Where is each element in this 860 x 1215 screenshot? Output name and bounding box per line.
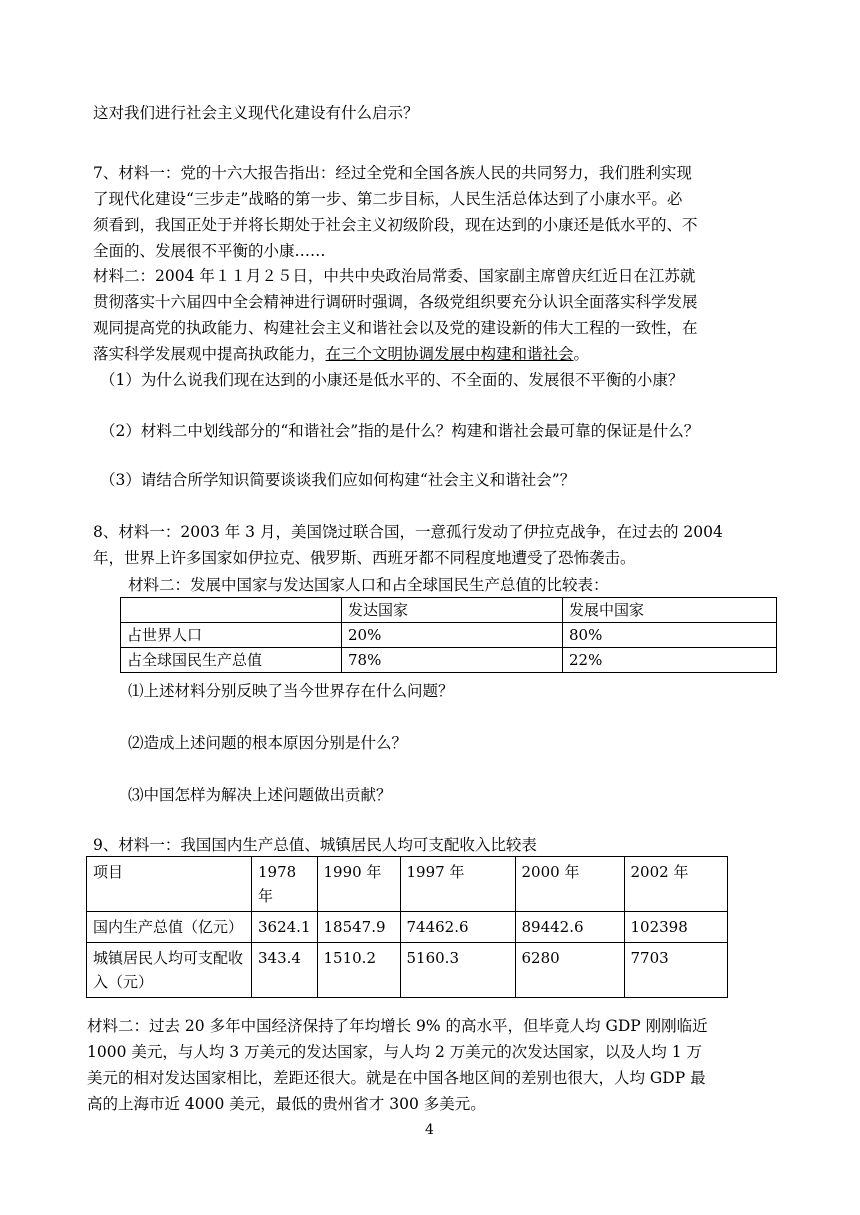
- q7-subquestion-3: （3）请结合所学知识简要谈谈我们应如何构建“社会主义和谐社会”？: [100, 471, 576, 489]
- table-cell: 102398: [624, 912, 728, 943]
- q8-material2: 材料二：发展中国家与发达国家人口和占全球国民生产总值的比较表：: [128, 576, 609, 594]
- table-row: [87, 912, 728, 943]
- table-header-cell: 发达国家: [342, 598, 563, 623]
- q8-material1-line: 8、材料一：2003 年 3 月，美国饶过联合国，一意孤行发动了伊拉克战争，在过去的 2004: [93, 523, 723, 541]
- q8-subquestion-2: ⑵造成上述问题的根本原因分别是什么？: [128, 734, 408, 752]
- table-cell: 7703: [624, 943, 728, 998]
- table-cell: 城镇居民人均可支配收入（元）: [87, 943, 252, 998]
- table-header-cell: 1978 年: [252, 857, 318, 912]
- question-text: 这对我们进行社会主义现代化建设有什么启示？: [93, 104, 419, 122]
- table-header-cell: [121, 598, 342, 623]
- page-number: 4: [425, 1122, 434, 1138]
- table-header-cell: 1990 年: [317, 857, 400, 912]
- table-row: [121, 623, 777, 648]
- table-header-cell: 发展中国家: [563, 598, 777, 623]
- table-header-cell: 2000 年: [515, 857, 624, 912]
- q9-material2-line: 1000 美元，与人均 3 万美元的发达国家，与人均 2 万美元的次发达国家，以及人均 1 万: [87, 1043, 703, 1061]
- q9-material2-line: 美元的相对发达国家相比，差距还很大。就是在中国各地区间的差别也很大，人均 GDP 最: [87, 1069, 706, 1087]
- q7-material2-line: 观同提高党的执政能力、构建社会主义和谐社会以及党的建设新的伟大工程的一致性，在: [93, 319, 698, 337]
- table-header-cell: 2002 年: [624, 857, 728, 912]
- q8-comparison-table: [120, 597, 777, 673]
- table-cell: 占世界人口: [121, 623, 342, 648]
- table-cell: 1510.2: [317, 943, 400, 998]
- table-cell: 3624.1: [252, 912, 318, 943]
- q7-material1-line: 全面的、发展很不平衡的小康……: [93, 242, 326, 260]
- table-cell: 343.4: [252, 943, 318, 998]
- q7-material1-line: 了现代化建设“三步走”战略的第一步、第二步目标，人民生活总体达到了小康水平。必: [93, 190, 683, 208]
- table-cell: 78%: [342, 648, 563, 673]
- q9-material1: 9、材料一：我国国内生产总值、城镇居民人均可支配收入比较表: [93, 836, 537, 854]
- table-cell: 18547.9: [317, 912, 400, 943]
- table-header-row: [121, 598, 777, 623]
- table-cell: 22%: [563, 648, 777, 673]
- table-cell: 80%: [563, 623, 777, 648]
- table-row: [121, 648, 777, 673]
- table-cell: 74462.6: [400, 912, 515, 943]
- table-cell: 6280: [515, 943, 624, 998]
- q7-subquestion-1: （1）为什么说我们现在达到的小康还是低水平的、不全面的、发展很不平衡的小康？: [100, 371, 684, 389]
- q7-material1-line: 7、材料一：党的十六大报告指出：经过全党和全国各族人民的共同努力，我们胜利实现: [93, 164, 692, 182]
- q7-material2-line: 贯彻落实十六届四中全会精神进行调研时强调，各级党组织要充分认识全面落实科学发展: [93, 293, 698, 311]
- table-header-row: [87, 857, 728, 912]
- q9-economy-table: [86, 856, 728, 998]
- table-cell: 国内生产总值（亿元）: [87, 912, 252, 943]
- table-cell: 89442.6: [515, 912, 624, 943]
- q8-material1-line: 年，世界上许多国家如伊拉克、俄罗斯、西班牙都不同程度地遭受了恐怖袭击。: [93, 549, 636, 567]
- q7-subquestion-2: （2）材料二中划线部分的“和谐社会”指的是什么？构建和谐社会最可靠的保证是什么？: [100, 422, 700, 440]
- q7-underlined-phrase: 在三个文明协调发展中构建和谐社会: [325, 345, 574, 363]
- q7-material2-text: 落实科学发展观中提高执政能力，: [93, 345, 326, 363]
- q9-material2-line: 材料二：过去 20 多年中国经济保持了年均增长 9% 的高水平，但毕竟人均 GDP 刚刚临近: [87, 1017, 708, 1035]
- q7-material1-line: 须看到，我国正处于并将长期处于社会主义初级阶段，现在达到的小康还是低水平的、不: [93, 216, 698, 234]
- q7-material2-end: 。: [573, 345, 590, 363]
- table-header-cell: 项目: [87, 857, 252, 912]
- table-header-cell: 1997 年: [400, 857, 515, 912]
- q8-subquestion-3: ⑶中国怎样为解决上述问题做出贡献？: [128, 786, 392, 804]
- table-cell: 20%: [342, 623, 563, 648]
- table-cell: 5160.3: [400, 943, 515, 998]
- table-cell: 占全球国民生产总值: [121, 648, 342, 673]
- q9-material2-line: 高的上海市近 4000 美元，最低的贵州省才 300 多美元。: [87, 1095, 486, 1113]
- table-row: [87, 943, 728, 998]
- q7-material2-last-line: [93, 344, 589, 364]
- q8-subquestion-1: ⑴上述材料分别反映了当今世界存在什么问题？: [128, 682, 454, 700]
- q7-material2-line: 材料二：2004 年１１月２５日，中共中央政治局常委、国家副主席曾庆红近日在江苏就: [93, 267, 696, 285]
